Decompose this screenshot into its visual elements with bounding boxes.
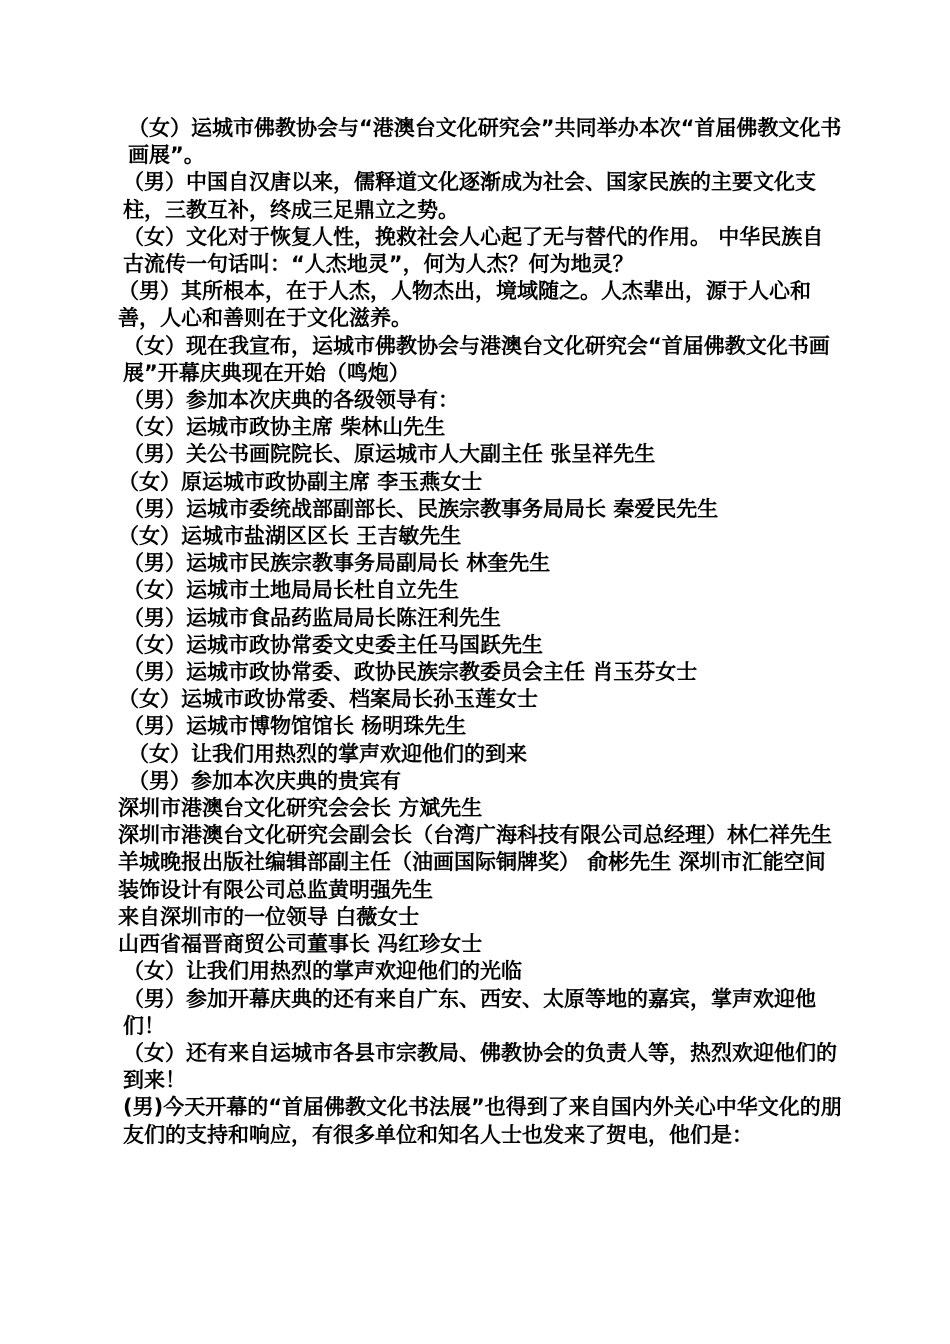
- paragraph-20: （男）参加本次庆典的贵宾有: [128, 768, 401, 793]
- paragraph-12: （男）运城市民族宗教事务局副局长 林奎先生: [123, 551, 551, 576]
- paragraph-6: （男）参加本次庆典的各级领导有：: [123, 388, 459, 413]
- paragraph-19: （女）让我们用热烈的掌声欢迎他们的到来: [128, 741, 527, 766]
- paragraph-29: (男)今天开幕的“首届佛教文化书法展”也得到了来自国内外关心中华文化的朋友们的支持和响应，有很多单位和知名人士也发来了贺电，他们是：: [123, 1095, 842, 1147]
- paragraph-17: （女）运城市政协常委、档案局长孙玉莲女士: [118, 687, 538, 712]
- paragraph-1: （女）运城市佛教协会与“港澳台文化研究会”共同举办本次“首届佛教文化书画展”。: [128, 116, 842, 168]
- paragraph-15: （女）运城市政协常委文史委主任马国跃先生: [123, 632, 543, 657]
- paragraph-18: （男）运城市博物馆馆长 杨明珠先生: [123, 714, 467, 739]
- paragraph-27: （男）参加开幕庆典的还有来自广东、西安、太原等地的嘉宾，掌声欢迎他们！: [123, 986, 816, 1038]
- paragraph-13: （女）运城市土地局局长杜自立先生: [123, 578, 459, 603]
- paragraph-26: （女）让我们用热烈的掌声欢迎他们的光临: [123, 959, 522, 984]
- paragraph-14: （男）运城市食品药监局局长陈汪利先生: [123, 605, 501, 630]
- paragraph-21: 深圳市港澳台文化研究会会长 方斌先生: [118, 796, 483, 821]
- paragraph-5: （女）现在我宣布，运城市佛教协会与港澳台文化研究会“首届佛教文化书画展”开幕庆典现在开始（鸣炮）: [123, 333, 830, 385]
- paragraph-11: （女）运城市盐湖区区长 王吉敏先生: [118, 524, 462, 549]
- paragraph-22: 深圳市港澳台文化研究会副会长（台湾广海科技有限公司总经理）林仁祥先生: [118, 823, 832, 848]
- paragraph-3: （女）文化对于恢复人性，挽救社会人心起了无与替代的作用。 中华民族自古流传一句话叫：“人杰地灵”，何为人杰？何为地灵？: [123, 224, 824, 277]
- paragraph-23: 羊城晚报出版社编辑部副主任（油画国际铜牌奖） 俞彬先生 深圳市汇能空间装饰设计有限公司总监黄明强先生: [118, 850, 826, 902]
- paragraph-28: （女）还有来自运城市各县市宗教局、佛教协会的负责人等，热烈欢迎他们的到来！: [123, 1040, 837, 1093]
- paragraph-2: （男）中国自汉唐以来，儒释道文化逐渐成为社会、国家民族的主要文化支柱，三教互补，终成三足鼎立之势。: [123, 170, 816, 222]
- paragraph-9: （女）原运城市政协副主席 李玉燕女士: [118, 469, 483, 494]
- document-body: [114, 115, 844, 1149]
- paragraph-10: （男）运城市委统战部副部长、民族宗教事务局局长 秦爱民先生: [123, 496, 719, 521]
- paragraph-8: （男）关公书画院院长、原运城市人大副主任 张呈祥先生: [123, 442, 656, 467]
- paragraph-25: 山西省福晋商贸公司董事长 冯红珍女士: [118, 932, 483, 957]
- paragraph-7: （女）运城市政协主席 柴林山先生: [123, 415, 446, 440]
- paragraph-4: （男）其所根本，在于人杰，人物杰出，境域随之。人杰辈出，源于人心和善，人心和善则在于文化滋养。: [118, 279, 811, 331]
- paragraph-16: （男）运城市政协常委、政协民族宗教委员会主任 肖玉芬女士: [123, 660, 698, 685]
- paragraph-24: 来自深圳市的一位领导 白薇女士: [118, 904, 420, 929]
